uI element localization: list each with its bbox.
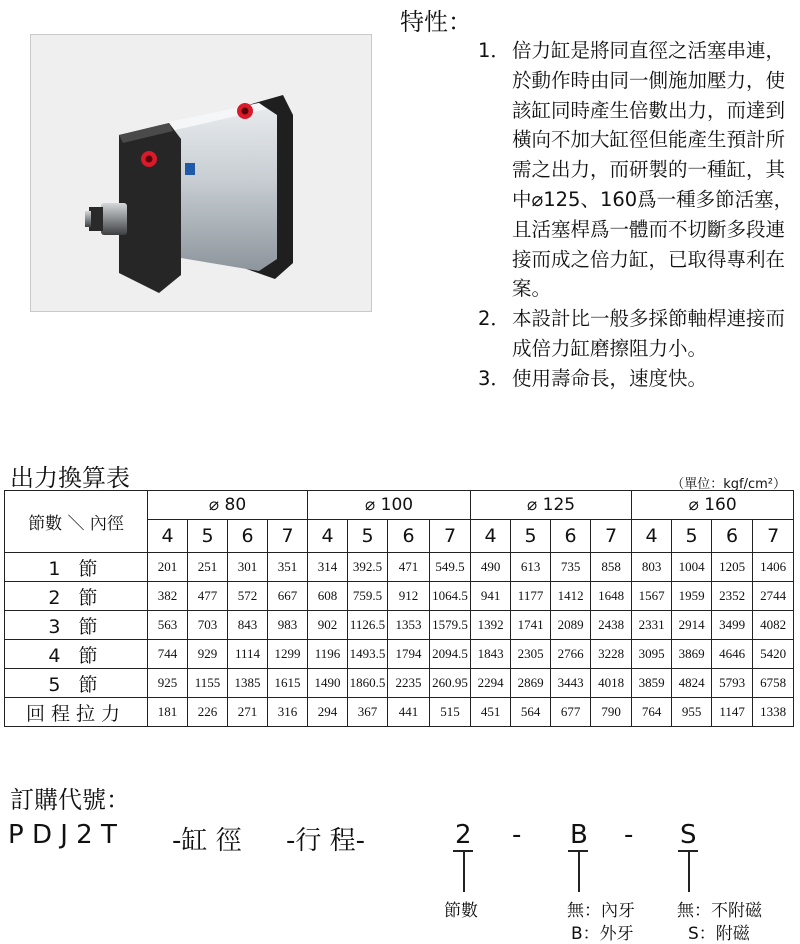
table-cell: 3859: [632, 669, 672, 698]
row-label: 回程拉力: [5, 698, 148, 727]
table-cell: 1004: [672, 553, 712, 582]
bore-header: ⌀ 80: [148, 491, 308, 520]
row-label: 2 節: [5, 582, 148, 611]
features-list: [478, 36, 796, 394]
table-cell: 226: [188, 698, 228, 727]
table-cell: 301: [228, 553, 268, 582]
table-title: 出力換算表: [10, 464, 130, 492]
table-cell: 563: [148, 611, 188, 640]
table-cell: 201: [148, 553, 188, 582]
bore-part: -缸 徑: [172, 826, 242, 856]
table-unit: （單位：kgf/cm²）: [671, 477, 786, 492]
legend-magnet-none: 無：不附磁: [677, 901, 762, 921]
feature-number: 1．: [478, 39, 510, 62]
feature-item: [478, 36, 796, 304]
table-cell: 3228: [591, 640, 632, 669]
leader-line: [463, 850, 465, 892]
table-cell: 858: [591, 553, 632, 582]
table-cell: 1490: [308, 669, 348, 698]
feature-text: 使用壽命長，速度快。: [512, 366, 708, 390]
table-cell: 1155: [188, 669, 228, 698]
table-cell: 1412: [551, 582, 591, 611]
table-cell: 803: [632, 553, 672, 582]
table-cell: 703: [188, 611, 228, 640]
pressure-header: 5: [188, 520, 228, 553]
table-cell: 5793: [712, 669, 753, 698]
table-cell: 735: [551, 553, 591, 582]
table-cell: 983: [268, 611, 308, 640]
table-cell: 764: [632, 698, 672, 727]
bore-header: ⌀ 125: [471, 491, 632, 520]
table-cell: 3869: [672, 640, 712, 669]
table-cell: 572: [228, 582, 268, 611]
table-cell: 2744: [753, 582, 794, 611]
pressure-header: 7: [268, 520, 308, 553]
table-cell: 451: [471, 698, 511, 727]
pressure-header: 4: [308, 520, 348, 553]
table-cell: 441: [388, 698, 430, 727]
table-cell: 515: [430, 698, 471, 727]
table-cell: 490: [471, 553, 511, 582]
feature-number: 3．: [478, 366, 510, 390]
table-cell: 4824: [672, 669, 712, 698]
table-cell: 367: [348, 698, 388, 727]
table-cell: 925: [148, 669, 188, 698]
table-cell: 790: [591, 698, 632, 727]
table-row: [5, 582, 794, 611]
table-cell: 929: [188, 640, 228, 669]
table-cell: 843: [228, 611, 268, 640]
table-cell: 759.5: [348, 582, 388, 611]
table-cell: 471: [388, 553, 430, 582]
table-cell: 2294: [471, 669, 511, 698]
cylinder-illustration: [31, 35, 371, 311]
table-cell: 1338: [753, 698, 794, 727]
product-photo: [30, 34, 372, 312]
table-cell: 2305: [511, 640, 551, 669]
table-cell: 1353: [388, 611, 430, 640]
row-label: 3 節: [5, 611, 148, 640]
pressure-header: 4: [632, 520, 672, 553]
table-cell: 1299: [268, 640, 308, 669]
table-cell: 1205: [712, 553, 753, 582]
dash-separator: -: [512, 820, 522, 850]
table-cell: 6758: [753, 669, 794, 698]
feature-item: [478, 304, 796, 364]
table-cell: 316: [268, 698, 308, 727]
table-cell: 3443: [551, 669, 591, 698]
table-cell: 902: [308, 611, 348, 640]
table-cell: 4018: [591, 669, 632, 698]
table-cell: 564: [511, 698, 551, 727]
magnet-value: S: [680, 820, 697, 850]
table-cell: 1860.5: [348, 669, 388, 698]
pressure-header: 5: [511, 520, 551, 553]
table-cell: 549.5: [430, 553, 471, 582]
table-cell: 2352: [712, 582, 753, 611]
leader-line: [688, 850, 690, 892]
table-cell: 1567: [632, 582, 672, 611]
table-cell: 1794: [388, 640, 430, 669]
stages-value: 2: [455, 820, 472, 850]
table-cell: 2331: [632, 611, 672, 640]
bore-header: ⌀ 160: [632, 491, 794, 520]
feature-text: 倍力缸是將同直徑之活塞串連，於動作時由同一側施加壓力，使該缸同時產生倍數出力，而達到橫向不加大缸徑但能產生預計所需之出力，而研製的一種缸，其中⌀125、160爲一種多節活塞，且活塞桿爲一體而不切斷多段連接而成之倍力缸，已取得專利在案。: [512, 39, 794, 301]
pressure-header: 7: [753, 520, 794, 553]
table-cell: 1385: [228, 669, 268, 698]
pressure-header: 7: [430, 520, 471, 553]
feature-item: [478, 364, 796, 394]
dash-separator: -: [624, 820, 634, 850]
output-conversion-table: [4, 490, 794, 727]
pressure-header: 5: [348, 520, 388, 553]
table-cell: 294: [308, 698, 348, 727]
table-cell: 955: [672, 698, 712, 727]
pressure-header: 6: [388, 520, 430, 553]
table-cell: 608: [308, 582, 348, 611]
corner-header: 節數 ＼ 內徑: [5, 491, 148, 553]
pressure-header: 5: [672, 520, 712, 553]
table-cell: 1126.5: [348, 611, 388, 640]
table-cell: 1392: [471, 611, 511, 640]
table-cell: 941: [471, 582, 511, 611]
table-cell: 3095: [632, 640, 672, 669]
table-row: [5, 553, 794, 582]
model-code: P D J 2 T: [8, 820, 117, 850]
row-label: 5 節: [5, 669, 148, 698]
table-cell: 351: [268, 553, 308, 582]
table-cell: 260.95: [430, 669, 471, 698]
table-cell: 314: [308, 553, 348, 582]
table-cell: 677: [551, 698, 591, 727]
table-cell: 1147: [712, 698, 753, 727]
table-cell: 1493.5: [348, 640, 388, 669]
legend-stages: 節數: [444, 901, 478, 921]
table-cell: 1615: [268, 669, 308, 698]
table-row: [5, 698, 794, 727]
pressure-header: 6: [551, 520, 591, 553]
table-cell: 1114: [228, 640, 268, 669]
table-cell: 392.5: [348, 553, 388, 582]
table-cell: 1741: [511, 611, 551, 640]
table-cell: 2869: [511, 669, 551, 698]
table-cell: 382: [148, 582, 188, 611]
table-cell: 1959: [672, 582, 712, 611]
feature-text: 本設計比一般多採節軸桿連接而成倍力缸磨擦阻力小。: [512, 307, 786, 360]
table-cell: 477: [188, 582, 228, 611]
row-label: 1 節: [5, 553, 148, 582]
table-header-row: [5, 491, 794, 520]
table-cell: 3499: [712, 611, 753, 640]
feature-number: 2．: [478, 307, 510, 331]
table-cell: 1177: [511, 582, 551, 611]
bore-header: ⌀ 100: [308, 491, 471, 520]
pressure-header: 6: [712, 520, 753, 553]
table-cell: 1843: [471, 640, 511, 669]
table-row: [5, 611, 794, 640]
table-cell: 744: [148, 640, 188, 669]
table-cell: 2089: [551, 611, 591, 640]
table-cell: 2438: [591, 611, 632, 640]
table-cell: 2766: [551, 640, 591, 669]
table-cell: 1064.5: [430, 582, 471, 611]
table-cell: 1648: [591, 582, 632, 611]
table-row: [5, 640, 794, 669]
table-cell: 251: [188, 553, 228, 582]
table-cell: 4646: [712, 640, 753, 669]
leader-line: [578, 850, 580, 892]
table-cell: 271: [228, 698, 268, 727]
features-title: 特性：: [400, 8, 472, 36]
pressure-header: 6: [228, 520, 268, 553]
thread-value: B: [570, 820, 588, 850]
table-cell: 2235: [388, 669, 430, 698]
table-cell: 181: [148, 698, 188, 727]
table-cell: 5420: [753, 640, 794, 669]
pressure-header: 4: [471, 520, 511, 553]
order-title: 訂購代號：: [10, 786, 130, 814]
legend-magnet-s: S：附磁: [688, 924, 750, 944]
table-cell: 1406: [753, 553, 794, 582]
table-row: [5, 669, 794, 698]
table-cell: 4082: [753, 611, 794, 640]
stroke-part: -行 程-: [286, 826, 366, 856]
table-cell: 1196: [308, 640, 348, 669]
table-cell: 613: [511, 553, 551, 582]
pressure-header: 4: [148, 520, 188, 553]
table-cell: 667: [268, 582, 308, 611]
table-cell: 912: [388, 582, 430, 611]
row-label: 4 節: [5, 640, 148, 669]
pressure-header: 7: [591, 520, 632, 553]
legend-thread-none: 無：內牙: [567, 901, 635, 921]
table-cell: 2094.5: [430, 640, 471, 669]
table-cell: 2914: [672, 611, 712, 640]
table-cell: 1579.5: [430, 611, 471, 640]
legend-thread-b: B：外牙: [571, 924, 634, 944]
